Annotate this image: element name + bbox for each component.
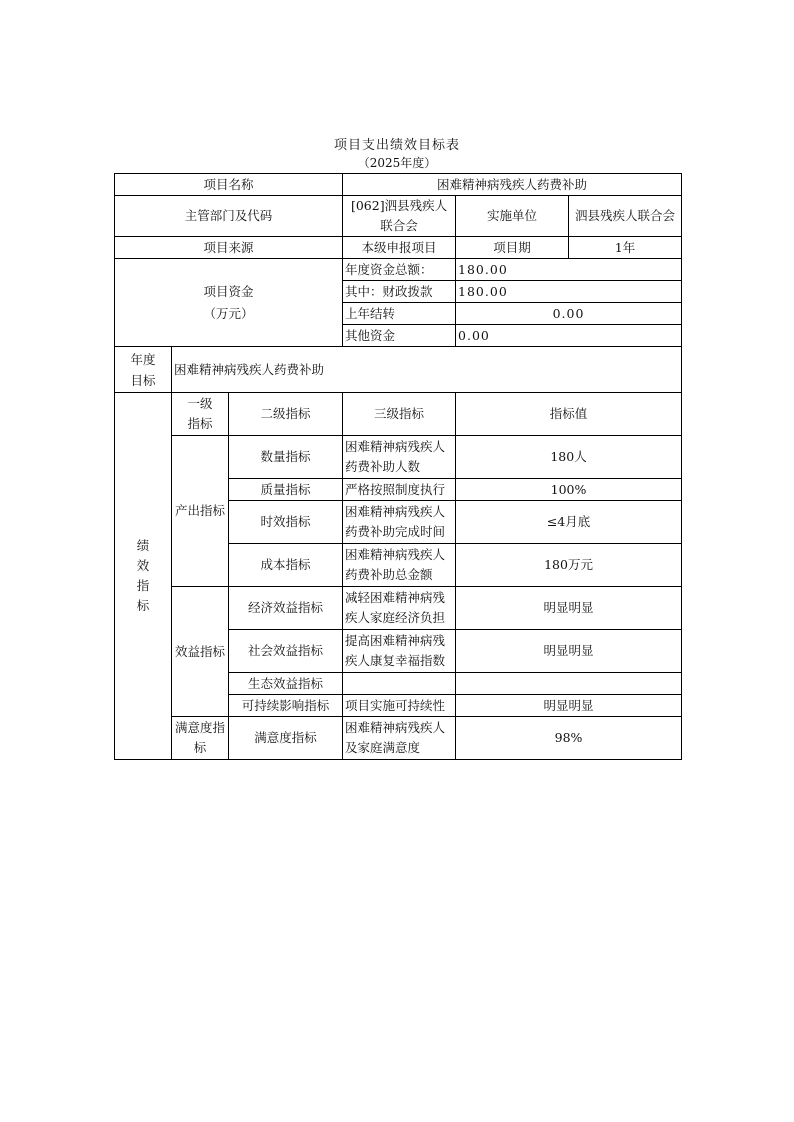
indicator-value: 180万元	[456, 544, 682, 587]
indicator-level3	[343, 587, 456, 630]
indicator-level2: 成本指标	[229, 544, 343, 587]
satisfaction-label-line1: 满意度指	[174, 720, 225, 735]
indicator-level2: 数量指标	[229, 436, 343, 479]
indicator-level2: 生态效益指标	[229, 673, 343, 695]
annual-goal-label-line2: 目标	[130, 372, 156, 388]
perf-label-char: 标	[136, 598, 150, 613]
funds-total-label: 年度资金总额：	[343, 259, 456, 281]
indicator-value: 100%	[456, 479, 682, 501]
satisfaction-indicator-label	[172, 717, 229, 760]
indicator-level3-line1: 困难精神病残疾人	[345, 439, 446, 454]
funds-label-line2: （万元）	[203, 305, 254, 321]
funds-fiscal-value: 180.00	[456, 281, 682, 303]
indicator-level3: 严格按照制度执行	[343, 479, 456, 501]
dept-value: [062]泗县残疾人联合会	[343, 196, 456, 237]
indicator-level3-line1: 困难精神病残疾人	[345, 720, 446, 735]
impl-value: 泗县残疾人联合会	[569, 196, 682, 237]
annual-goal-value: 困难精神病残疾人药费补助	[172, 347, 682, 393]
indicator-level3	[343, 501, 456, 544]
indicator-value	[456, 673, 682, 695]
indicator-level3-line2: 药费补助完成时间	[345, 524, 446, 539]
perf-label-char: 指	[136, 578, 150, 593]
funds-total-value: 180.00	[456, 259, 682, 281]
indicator-value: 明显明显	[456, 695, 682, 717]
funds-fiscal-label: 其中：财政拨款	[343, 281, 456, 303]
indicator-value: 98%	[456, 717, 682, 760]
period-value: 1年	[569, 237, 682, 259]
indicator-level3	[343, 717, 456, 760]
satisfaction-label-line2: 标	[193, 740, 207, 755]
output-indicator-label: 产出指标	[172, 436, 229, 587]
indicator-level3-line1: 提高困难精神病残	[345, 633, 446, 648]
project-name-value: 困难精神病残疾人药费补助	[343, 174, 682, 196]
source-label: 项目来源	[115, 237, 343, 259]
funds-carryover-label: 上年结转	[343, 303, 456, 325]
indicator-value: ≤4月底	[456, 501, 682, 544]
page-title: 项目支出绩效目标表	[333, 138, 460, 153]
project-name-label: 项目名称	[115, 174, 343, 196]
indicator-level3-line1: 减轻困难精神病残	[345, 590, 446, 605]
indicator-value: 180人	[456, 436, 682, 479]
page-subtitle: （2025年度）	[357, 156, 437, 170]
indicator-level3-line2: 疾人家庭经济负担	[345, 610, 446, 625]
indicator-level2: 经济效益指标	[229, 587, 343, 630]
annual-goal-label	[115, 347, 172, 393]
indicator-value: 明显明显	[456, 630, 682, 673]
dept-label: 主管部门及代码	[115, 196, 343, 237]
period-label: 项目期	[456, 237, 569, 259]
funds-other-label: 其他资金	[343, 325, 456, 347]
perf-label-char: 效	[136, 558, 150, 573]
header-level1-line2: 指标	[187, 416, 213, 431]
perf-label-char: 绩	[136, 538, 150, 553]
indicator-level3: 项目实施可持续性	[343, 695, 456, 717]
indicator-level3	[343, 630, 456, 673]
header-value: 指标值	[456, 393, 682, 436]
indicator-level2: 时效指标	[229, 501, 343, 544]
indicator-level2: 可持续影响指标	[229, 695, 343, 717]
annual-goal-label-line1: 年度	[130, 351, 156, 367]
header-level1-line1: 一级	[187, 396, 213, 411]
indicator-level2: 质量指标	[229, 479, 343, 501]
perf-indicator-label	[115, 393, 172, 760]
source-value: 本级申报项目	[343, 237, 456, 259]
indicator-level3-line1: 困难精神病残疾人	[345, 547, 446, 562]
header-level3: 三级指标	[343, 393, 456, 436]
performance-table	[114, 173, 682, 760]
impl-label: 实施单位	[456, 196, 569, 237]
indicator-level2: 满意度指标	[229, 717, 343, 760]
indicator-level3-line2: 及家庭满意度	[345, 740, 421, 755]
indicator-level3-line2: 疾人康复幸福指数	[345, 653, 446, 668]
indicator-level3-line2: 药费补助总金额	[345, 567, 433, 582]
indicator-level2: 社会效益指标	[229, 630, 343, 673]
benefit-indicator-label: 效益指标	[172, 587, 229, 717]
indicator-level3	[343, 544, 456, 587]
indicator-level3-line2: 药费补助人数	[345, 459, 421, 474]
funds-carryover-value: 0.00	[456, 303, 682, 325]
funds-other-value: 0.00	[456, 325, 682, 347]
funds-label	[115, 259, 343, 347]
header-level2: 二级指标	[229, 393, 343, 436]
indicator-value: 明显明显	[456, 587, 682, 630]
funds-label-line1: 项目资金	[203, 283, 254, 299]
indicator-level3	[343, 436, 456, 479]
indicator-level3-line1: 困难精神病残疾人	[345, 504, 446, 519]
header-level1	[172, 393, 229, 436]
indicator-level3	[343, 673, 456, 695]
